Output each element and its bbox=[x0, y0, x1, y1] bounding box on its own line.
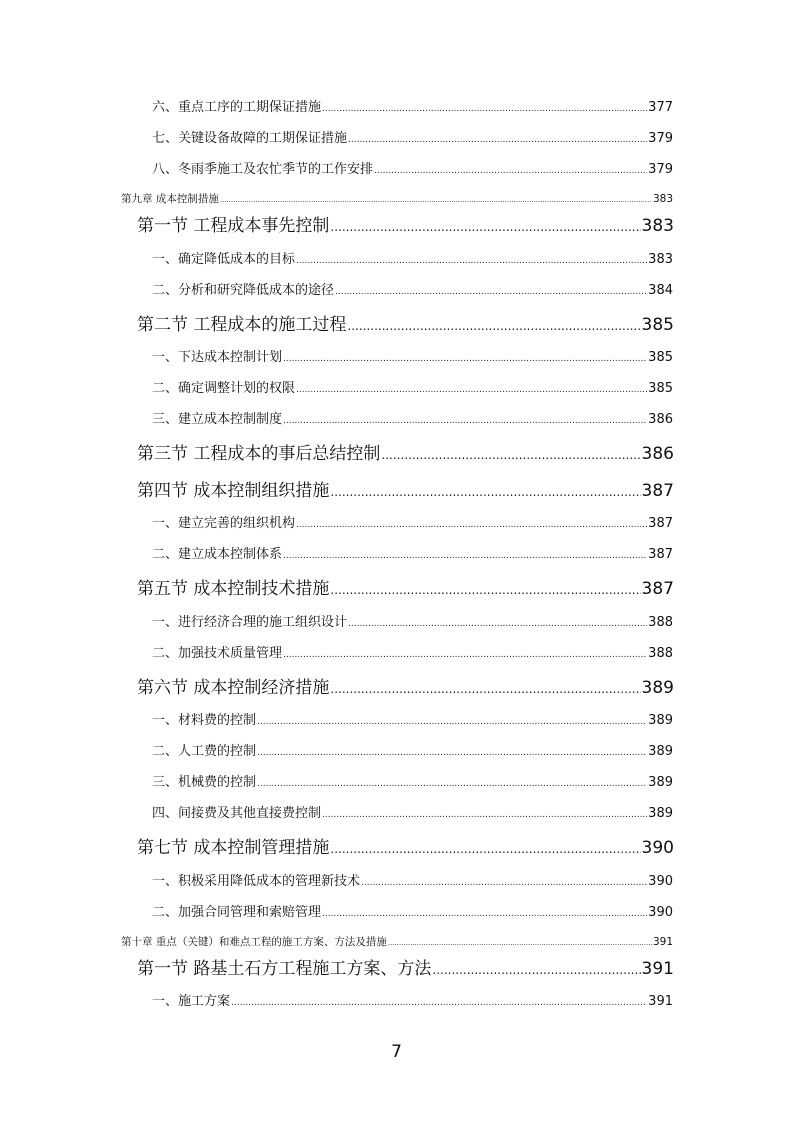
toc-leader-dots bbox=[330, 583, 640, 597]
toc-section-entry bbox=[137, 476, 674, 500]
toc-entry-title: 第二节 工程成本的施工过程 bbox=[137, 315, 347, 335]
toc-leader-dots bbox=[330, 682, 640, 696]
toc-entry-page: 379 bbox=[648, 131, 673, 146]
toc-leader-dots bbox=[220, 196, 652, 204]
toc-entry-title: 第五节 成本控制技术措施 bbox=[137, 579, 330, 599]
toc-entry-page: 389 bbox=[648, 744, 673, 759]
toc-entry-page: 389 bbox=[648, 775, 673, 790]
toc-leader-dots bbox=[322, 810, 647, 820]
toc-entry bbox=[152, 771, 673, 791]
toc-entry-title: 一、下达成本控制计划 bbox=[152, 350, 283, 365]
toc-entry bbox=[152, 512, 673, 532]
toc-entry-title: 第十章 重点（关键）和难点工程的施工方案、方法及措施 bbox=[121, 936, 387, 948]
toc-section-entry bbox=[137, 211, 674, 235]
toc-entry-page: 379 bbox=[648, 162, 673, 177]
toc-section-entry bbox=[137, 439, 674, 463]
toc-entry-page: 387 bbox=[641, 579, 674, 599]
toc-leader-dots bbox=[361, 878, 647, 888]
toc-entry-page: 377 bbox=[648, 100, 673, 115]
toc-entry-title: 四、间接费及其他直接费控制 bbox=[152, 806, 322, 821]
toc-leader-dots bbox=[381, 448, 640, 462]
toc-entry bbox=[152, 802, 673, 822]
toc-entry-title: 第三节 工程成本的事后总结控制 bbox=[137, 444, 381, 464]
toc-entry-title: 八、冬雨季施工及农忙季节的工作安排 bbox=[152, 162, 374, 177]
toc-leader-dots bbox=[374, 166, 647, 176]
toc-entry-page: 389 bbox=[648, 713, 673, 728]
toc-entry bbox=[152, 248, 673, 268]
toc-entry-title: 二、确定调整计划的权限 bbox=[152, 381, 296, 396]
toc-leader-dots bbox=[257, 717, 647, 727]
toc-entry-page: 385 bbox=[648, 381, 673, 396]
toc-leader-dots bbox=[231, 998, 647, 1008]
toc-entry-page: 385 bbox=[648, 350, 673, 365]
toc-entry-title: 二、建立成本控制体系 bbox=[152, 547, 283, 562]
toc-entry-page: 383 bbox=[641, 216, 674, 236]
toc-leader-dots bbox=[347, 319, 640, 333]
toc-entry-page: 387 bbox=[641, 481, 674, 501]
toc-leader-dots bbox=[432, 963, 640, 977]
toc-entry bbox=[152, 408, 673, 428]
toc-entry-page: 386 bbox=[648, 412, 673, 427]
toc-entry bbox=[152, 642, 673, 662]
toc-entry bbox=[152, 346, 673, 366]
toc-entry-title: 第六节 成本控制经济措施 bbox=[137, 678, 330, 698]
toc-entry-page: 383 bbox=[652, 193, 673, 205]
toc-chapter-entry bbox=[121, 191, 673, 206]
toc-leader-dots bbox=[283, 416, 647, 426]
toc-leader-dots bbox=[348, 135, 647, 145]
toc-entry-title: 第九章 成本控制措施 bbox=[121, 193, 219, 205]
toc-entry bbox=[152, 96, 673, 116]
toc-entry-page: 387 bbox=[648, 547, 673, 562]
toc-entry-page: 391 bbox=[652, 936, 673, 948]
toc-section-entry bbox=[137, 574, 674, 598]
toc-entry-title: 一、确定降低成本的目标 bbox=[152, 252, 296, 267]
toc-entry bbox=[152, 709, 673, 729]
toc-entry-page: 390 bbox=[641, 838, 674, 858]
toc-entry-title: 二、加强技术质量管理 bbox=[152, 646, 283, 661]
toc-leader-dots bbox=[283, 551, 647, 561]
toc-entry-page: 385 bbox=[641, 315, 674, 335]
toc-entry-page: 391 bbox=[641, 959, 674, 979]
toc-leader-dots bbox=[322, 909, 647, 919]
toc-leader-dots bbox=[296, 385, 647, 395]
toc-leader-dots bbox=[348, 619, 647, 629]
toc-entry-title: 二、人工费的控制 bbox=[152, 744, 257, 759]
page-number: 7 bbox=[391, 1042, 402, 1062]
toc-entry-title: 三、建立成本控制制度 bbox=[152, 412, 283, 427]
toc-entry-title: 二、加强合同管理和索赔管理 bbox=[152, 905, 322, 920]
toc-leader-dots bbox=[296, 520, 647, 530]
toc-section-entry bbox=[137, 833, 674, 857]
toc-entry-page: 383 bbox=[648, 252, 673, 267]
toc-entry-page: 384 bbox=[648, 283, 673, 298]
toc-entry bbox=[152, 127, 673, 147]
toc-entry-page: 388 bbox=[648, 615, 673, 630]
toc-entry bbox=[152, 870, 673, 890]
toc-leader-dots bbox=[330, 485, 640, 499]
toc-entry-title: 第四节 成本控制组织措施 bbox=[137, 481, 330, 501]
toc-leader-dots bbox=[283, 354, 647, 364]
toc-entry-title: 三、机械费的控制 bbox=[152, 775, 257, 790]
toc-section-entry bbox=[137, 673, 674, 697]
toc-section-entry bbox=[137, 310, 674, 334]
toc-leader-dots bbox=[257, 748, 647, 758]
toc-entry-title: 第一节 路基土石方工程施工方案、方法 bbox=[137, 959, 432, 979]
toc-section-entry bbox=[137, 954, 674, 978]
toc-entry-title: 一、积极采用降低成本的管理新技术 bbox=[152, 874, 361, 889]
toc-entry-title: 六、重点工序的工期保证措施 bbox=[152, 100, 322, 115]
toc-entry-page: 390 bbox=[648, 905, 673, 920]
toc-entry-page: 390 bbox=[648, 874, 673, 889]
toc-entry-page: 389 bbox=[648, 806, 673, 821]
toc-entry bbox=[152, 279, 673, 299]
toc-leader-dots bbox=[257, 779, 647, 789]
toc-entry-page: 391 bbox=[648, 994, 673, 1009]
toc-leader-dots bbox=[330, 220, 640, 234]
toc-entry-page: 388 bbox=[648, 646, 673, 661]
toc-entry-title: 第七节 成本控制管理措施 bbox=[137, 838, 330, 858]
toc-chapter-entry bbox=[121, 934, 673, 949]
toc-entry-title: 一、建立完善的组织机构 bbox=[152, 516, 296, 531]
toc-entry-title: 一、施工方案 bbox=[152, 994, 231, 1009]
toc-entry bbox=[152, 901, 673, 921]
toc-leader-dots bbox=[296, 256, 647, 266]
toc-leader-dots bbox=[322, 104, 647, 114]
toc-entry bbox=[152, 990, 673, 1010]
toc-leader-dots bbox=[335, 287, 647, 297]
toc-entry-page: 389 bbox=[641, 678, 674, 698]
toc-leader-dots bbox=[330, 842, 640, 856]
toc-entry-title: 第一节 工程成本事先控制 bbox=[137, 216, 330, 236]
toc-entry bbox=[152, 740, 673, 760]
toc-entry bbox=[152, 611, 673, 631]
toc-entry bbox=[152, 158, 673, 178]
toc-entry-title: 一、进行经济合理的施工组织设计 bbox=[152, 615, 348, 630]
toc-entry-title: 一、材料费的控制 bbox=[152, 713, 257, 728]
toc-entry-title: 七、关键设备故障的工期保证措施 bbox=[152, 131, 348, 146]
toc-entry bbox=[152, 543, 673, 563]
toc-entry bbox=[152, 377, 673, 397]
toc-entry-page: 386 bbox=[641, 444, 674, 464]
toc-leader-dots bbox=[388, 939, 652, 947]
toc-entry-page: 387 bbox=[648, 516, 673, 531]
toc-entry-title: 二、分析和研究降低成本的途径 bbox=[152, 283, 335, 298]
toc-leader-dots bbox=[283, 650, 647, 660]
